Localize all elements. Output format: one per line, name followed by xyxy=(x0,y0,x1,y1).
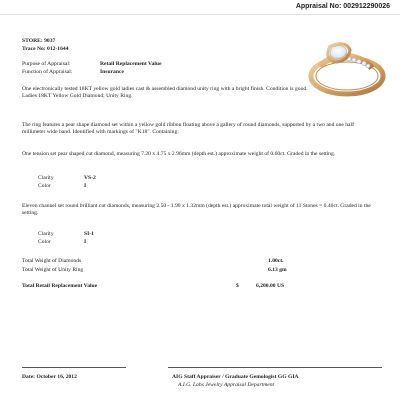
total-ring-value: 6.13 gm xyxy=(268,267,287,273)
stone-2-description: Eleven channel set round brilliant cut diamonds, measuring 2.50 - 1.90 x 1.32mm (depth est.) approximate total weight of 11 Stones = 0.40ct. Graded in the setting. xyxy=(22,203,371,216)
appraisal-number: Appraisal No: 002912290026 xyxy=(295,3,390,10)
total-retail-value: 6,200.00 US xyxy=(256,283,285,289)
appraisal-date: Date: October 16, 2012 xyxy=(22,374,77,380)
trace-number: Trace No: 012-1644 xyxy=(22,46,69,52)
purpose-label: Purpose of Appraisal: xyxy=(22,61,71,67)
date-rule xyxy=(22,367,126,368)
stone-1-color-value: I xyxy=(84,183,87,189)
stone-2-clarity-label: Clarity xyxy=(38,231,54,237)
function-label: Function of Appraisal: xyxy=(22,69,73,75)
total-diamonds-label: Total Weight of Diamonds xyxy=(22,258,82,264)
stone-2-color-label: Color xyxy=(38,239,51,245)
department-name: A.I.G. Labs Jewelry Appraisal Department xyxy=(178,382,275,388)
stone-1-clarity-value: VS-2 xyxy=(84,175,96,181)
description-paragraph-1: One electronically tested 18KT yellow gold ladies cast & assembled diamond unity ring with a bright finish. Condition is good. Ladies 18KT Yellow Gold Diamond; Unity Ring. xyxy=(22,86,308,99)
store-number: STORE: 9037 xyxy=(22,38,56,44)
stone-1-clarity-label: Clarity xyxy=(38,175,54,181)
stone-1-description: One tension set pear shaped cut diamond, measuring 7.20 x 4.75 x 2.96mm (depth est.) approximate weight of 0.60ct. Graded in the setting. xyxy=(22,151,336,157)
total-diamonds-value: 1.00ct. xyxy=(268,258,284,264)
stone-2-color-value: I xyxy=(84,239,87,245)
function-value: Insurance xyxy=(100,69,124,75)
stone-1-color-label: Color xyxy=(38,183,51,189)
currency-symbol: $ xyxy=(236,283,239,289)
purpose-value: Retail Replacement Value xyxy=(100,61,162,67)
stone-2-clarity-value: SI-1 xyxy=(84,231,94,237)
appraiser-title: AIG Staff Appraiser / Graduate Gemologist GG GIA xyxy=(172,374,299,380)
signature-rule xyxy=(168,367,382,368)
total-ring-label: Total Weight of Unity Ring xyxy=(22,267,84,273)
total-retail-label: Total Retail Replacement Value xyxy=(22,283,98,289)
description-paragraph-2: The ring features a pear shape diamond set within a yellow gold ribbon floating above a gallery of round diamonds, supported by a two and one half millimeter wide band. Identified with markings of "K18". Containing: xyxy=(22,122,354,135)
